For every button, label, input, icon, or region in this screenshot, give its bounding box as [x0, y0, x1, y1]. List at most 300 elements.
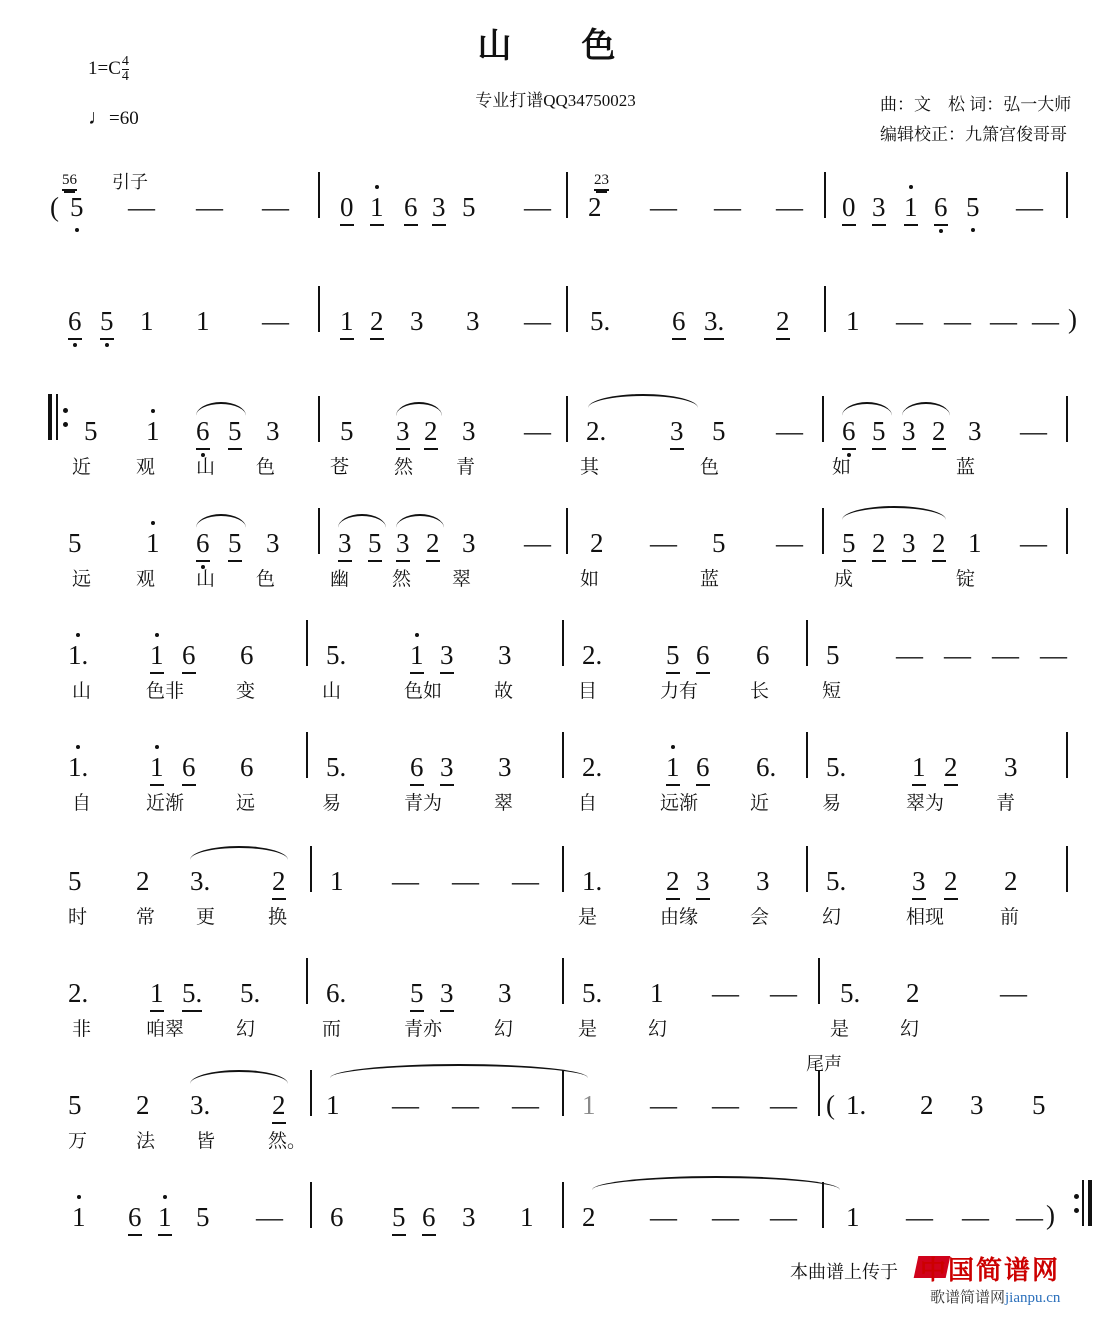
barline [562, 958, 564, 1004]
note: 6 [696, 752, 710, 786]
note: 1 [150, 640, 164, 674]
note: 5 [68, 528, 82, 558]
note: 2 [932, 416, 946, 450]
meter-numerator: 4 [121, 54, 129, 69]
note: 6 [196, 416, 210, 450]
note: 3 [696, 866, 710, 900]
note: 6 [128, 1202, 142, 1236]
grace-notes: 56 [62, 172, 77, 189]
credits [880, 90, 1111, 150]
subtitle: 专业打谱QQ34750023 [475, 91, 636, 110]
barline [824, 286, 826, 332]
lyric: 幻 [822, 907, 842, 928]
lyric: 皆 [196, 1131, 216, 1152]
note: — [944, 640, 971, 670]
note: 5 [368, 528, 382, 562]
site-sub-label: 歌谱简谱网 [930, 1290, 1006, 1306]
credit-line-1: 曲：文 松 词：弘一大师 [880, 95, 1072, 114]
lyric: 近渐 [146, 793, 185, 814]
lyric: 是 [578, 907, 598, 928]
note: 3 [462, 1202, 476, 1232]
note: 3 [970, 1090, 984, 1120]
note: — [1016, 192, 1043, 222]
system-7 [0, 850, 1111, 960]
note: 3 [440, 978, 454, 1012]
system-9 [0, 1054, 1111, 1184]
lyric: 是 [578, 1019, 598, 1040]
barline [310, 1070, 312, 1116]
note: 1 [912, 752, 926, 786]
lyric: 万 [68, 1131, 88, 1152]
lyric: 自 [72, 793, 92, 814]
lyric: 目 [578, 681, 598, 702]
note: — [1040, 640, 1067, 670]
note: 5 [196, 1202, 210, 1232]
note: 2 [920, 1090, 934, 1120]
note: 1 [968, 528, 982, 558]
note: — [650, 1090, 677, 1120]
lyric: 长 [750, 681, 770, 702]
barline [806, 846, 808, 892]
note: 5 [712, 416, 726, 446]
note: — [524, 192, 551, 222]
note: 3 [396, 416, 410, 450]
note: 2 [590, 528, 604, 558]
note: 2 [272, 1090, 286, 1124]
lyric: 其 [580, 457, 600, 478]
note: — [128, 192, 155, 222]
note: — [712, 1090, 739, 1120]
lyric: 锭 [956, 569, 976, 590]
lyric: 近 [72, 457, 92, 478]
lyric: 山 [196, 569, 216, 590]
note: — [712, 978, 739, 1008]
note: 1 [150, 978, 164, 1012]
note: 2 [1004, 866, 1018, 896]
note: — [896, 306, 923, 336]
note: 5. [826, 866, 847, 896]
lyric: 常 [136, 907, 156, 928]
note: — [714, 192, 741, 222]
lyric: 成 [834, 569, 854, 590]
note: 5. [590, 306, 611, 336]
note: 6 [696, 640, 710, 674]
note: — [392, 866, 419, 896]
note: — [650, 192, 677, 222]
note: 6 [672, 306, 686, 340]
barline [310, 1182, 312, 1228]
note: 1 [582, 1090, 596, 1120]
note: 3 [440, 752, 454, 786]
note: — [962, 1202, 989, 1232]
note: 6 [422, 1202, 436, 1236]
note: — [650, 1202, 677, 1232]
note: 2 [776, 306, 790, 340]
note: — [262, 306, 289, 336]
note: 0 [340, 192, 354, 226]
note: — [896, 640, 923, 670]
note: 3 [440, 640, 454, 674]
note: 2 [944, 752, 958, 786]
lyric: 会 [750, 907, 770, 928]
note: 2 [906, 978, 920, 1008]
lyric: 色 [256, 569, 276, 590]
note: 1 [326, 1090, 340, 1120]
note: — [992, 640, 1019, 670]
coda-paren: ( [826, 1090, 835, 1120]
barline [306, 732, 308, 778]
note: 2 [932, 528, 946, 562]
note: — [256, 1202, 283, 1232]
note: 6 [196, 528, 210, 562]
note: — [990, 306, 1017, 336]
note: 2 [424, 416, 438, 450]
site-link[interactable] [930, 1286, 1060, 1307]
note: 2 [666, 866, 680, 900]
lyric: 幽 [330, 569, 350, 590]
note: 5 [826, 640, 840, 670]
note: 1 [846, 1202, 860, 1232]
lyric: 山 [322, 681, 342, 702]
note: — [776, 416, 803, 446]
note: 6 [842, 416, 856, 450]
note: 1 [158, 1202, 172, 1236]
lyric: 山 [72, 681, 92, 702]
barline [562, 732, 564, 778]
lyric: 如 [580, 569, 600, 590]
lyric: 力有 [660, 681, 699, 702]
lyric: 远 [236, 793, 256, 814]
system-6 [0, 736, 1111, 846]
note: 1 [340, 306, 354, 340]
intro-paren: ( [50, 192, 59, 222]
note: 3 [902, 528, 916, 562]
credit-line-2: 编辑校正：九箫宫俊哥哥 [880, 125, 1067, 144]
barline [562, 1070, 564, 1116]
note: 6 [404, 192, 418, 226]
barline [562, 1182, 564, 1228]
note: 6 [410, 752, 424, 786]
note: 6 [934, 192, 948, 226]
barline [562, 846, 564, 892]
lyric: 蓝 [700, 569, 720, 590]
barline [822, 508, 824, 554]
lyric: 青 [996, 793, 1016, 814]
barline [1066, 508, 1068, 554]
note: 6 [68, 306, 82, 340]
barline [566, 396, 568, 442]
note: 1 [150, 752, 164, 786]
lyric: 前 [1000, 907, 1020, 928]
lyric: 咱翠 [146, 1019, 185, 1040]
note: 5 [666, 640, 680, 674]
barline [310, 846, 312, 892]
note: 6. [326, 978, 347, 1008]
note: 6 [756, 640, 770, 670]
key-label: 1=C [88, 57, 121, 79]
note: 5 [228, 528, 242, 562]
footer [0, 1250, 1111, 1310]
barline [1066, 172, 1068, 218]
note: — [906, 1202, 933, 1232]
barline [566, 508, 568, 554]
grace-notes: 23 [594, 172, 609, 189]
note: 1 [520, 1202, 534, 1232]
barline [824, 172, 826, 218]
note: 5. [326, 640, 347, 670]
note: 2 [272, 866, 286, 900]
note: — [1020, 528, 1047, 558]
barline [806, 620, 808, 666]
note: 5 [100, 306, 114, 340]
lyric: 远渐 [660, 793, 699, 814]
note: 5 [462, 192, 476, 222]
page-title: 山 色 [477, 28, 634, 65]
system-5 [0, 624, 1111, 734]
note: 5 [1032, 1090, 1046, 1120]
lyric: 时 [68, 907, 88, 928]
note: 1. [68, 752, 89, 782]
barline [562, 620, 564, 666]
barline [566, 286, 568, 332]
barline [822, 1182, 824, 1228]
barline [306, 620, 308, 666]
lyric: 翠 [494, 793, 514, 814]
barline [1066, 732, 1068, 778]
note: — [452, 866, 479, 896]
note: 6 [240, 752, 254, 782]
lyric: 翠为 [906, 793, 945, 814]
note: — [392, 1090, 419, 1120]
note: 3 [338, 528, 352, 562]
slur [190, 1070, 288, 1088]
intro-paren-close: ) [1068, 304, 1077, 334]
tempo-value: =60 [109, 108, 139, 129]
system-4 [0, 512, 1111, 622]
barline [818, 958, 820, 1004]
barline [1066, 396, 1068, 442]
note: 1 [904, 192, 918, 226]
note: 5 [712, 528, 726, 558]
note: 1 [846, 306, 860, 336]
lyric: 然 [394, 457, 414, 478]
note: — [650, 528, 677, 558]
note: 6 [182, 640, 196, 674]
lyric: 而 [322, 1019, 342, 1040]
lyric: 翠 [452, 569, 472, 590]
note: 3 [756, 866, 770, 896]
quarter-note-icon: ♩ [88, 105, 109, 129]
system-1 [0, 172, 1111, 286]
note: 6 [182, 752, 196, 786]
lyric: 幻 [648, 1019, 668, 1040]
note: 2. [586, 416, 607, 446]
note: 5. [240, 978, 261, 1008]
note: 2 [426, 528, 440, 562]
slur [190, 846, 288, 864]
lyric: 是 [830, 1019, 850, 1040]
barline [318, 396, 320, 442]
lyric: 色 [700, 457, 720, 478]
note: 2 [136, 866, 150, 896]
upload-text: 本曲谱上传于 [790, 1262, 898, 1282]
note: 3. [704, 306, 724, 340]
note: 3 [1004, 752, 1018, 782]
lyric: 更 [196, 907, 216, 928]
note: 5. [582, 978, 603, 1008]
barline [306, 958, 308, 1004]
note: 1 [146, 416, 160, 446]
note: 3 [466, 306, 480, 336]
lyric: 然 [392, 569, 412, 590]
note: 5 [392, 1202, 406, 1236]
barline [1066, 846, 1068, 892]
note: 5 [228, 416, 242, 450]
note: 6 [330, 1202, 344, 1232]
lyric: 色 [256, 457, 276, 478]
intro-label: 引子 [112, 172, 148, 192]
lyric: 色如 [404, 681, 443, 702]
barline [806, 732, 808, 778]
note: 5. [826, 752, 847, 782]
barline [566, 172, 568, 218]
note: 5 [70, 192, 84, 222]
lyric: 如 [832, 457, 852, 478]
note: 6. [756, 752, 777, 782]
lyric: 蓝 [956, 457, 976, 478]
note: 5 [68, 866, 82, 896]
note: 2 [370, 306, 384, 340]
system-2 [0, 290, 1111, 400]
lyric: 自 [578, 793, 598, 814]
note: 5. [840, 978, 861, 1008]
note: 2 [944, 866, 958, 900]
note: 1 [370, 192, 384, 226]
note: 3 [410, 306, 424, 336]
system-3 [0, 400, 1111, 510]
note: 3. [190, 866, 211, 896]
note: 2. [68, 978, 89, 1008]
note: — [770, 1090, 797, 1120]
note: — [524, 528, 551, 558]
lyric: 相现 [906, 907, 945, 928]
note: — [1020, 416, 1047, 446]
note: 3 [902, 416, 916, 450]
note: 3. [190, 1090, 211, 1120]
note: 2 [136, 1090, 150, 1120]
note: 2. [582, 640, 603, 670]
lyric: 近 [750, 793, 770, 814]
site-domain: jianpu.cn [1005, 1290, 1061, 1306]
note: 6 [240, 640, 254, 670]
note: 3 [498, 640, 512, 670]
lyric: 然。 [268, 1131, 307, 1152]
lyric: 色非 [146, 681, 185, 702]
note: 3 [266, 528, 280, 558]
note: 3 [670, 416, 684, 450]
note: — [196, 192, 223, 222]
note: 3 [498, 978, 512, 1008]
note: — [776, 192, 803, 222]
note: 2 [582, 1202, 596, 1232]
note: 3 [462, 528, 476, 558]
note: 1. [68, 640, 89, 670]
note: 5 [842, 528, 856, 562]
note: 3 [968, 416, 982, 446]
barline [318, 286, 320, 332]
lyric: 山 [196, 457, 216, 478]
lyric: 非 [72, 1019, 92, 1040]
note: 1 [140, 306, 154, 336]
coda-paren-close: ) [1046, 1200, 1055, 1230]
note: — [770, 1202, 797, 1232]
note: — [776, 528, 803, 558]
barline [318, 172, 320, 218]
lyric: 易 [322, 793, 342, 814]
lyric: 观 [136, 457, 156, 478]
note: — [770, 978, 797, 1008]
note: 3 [462, 416, 476, 446]
note: 5 [68, 1090, 82, 1120]
barline [318, 508, 320, 554]
lyric: 青 [456, 457, 476, 478]
note: 1 [146, 528, 160, 558]
lyric: 故 [494, 681, 514, 702]
note: 3 [498, 752, 512, 782]
note: — [262, 192, 289, 222]
note: 1 [330, 866, 344, 896]
lyric: 观 [136, 569, 156, 590]
note: — [512, 866, 539, 896]
note: 1 [72, 1202, 86, 1232]
note: 3 [912, 866, 926, 900]
lyric: 法 [136, 1131, 156, 1152]
site-logo: 中国简谱网 [920, 1256, 1061, 1285]
lyric: 短 [822, 681, 842, 702]
note: — [1016, 1202, 1043, 1232]
note: 2. [582, 752, 603, 782]
note: 3 [872, 192, 886, 226]
note: 5 [872, 416, 886, 450]
note: 5 [340, 416, 354, 446]
note: 3 [396, 528, 410, 562]
note: 5 [84, 416, 98, 446]
note: — [524, 416, 551, 446]
note: 1 [410, 640, 424, 674]
note: 5 [966, 192, 980, 222]
note: — [524, 306, 551, 336]
lyric: 换 [268, 907, 288, 928]
lyric: 易 [822, 793, 842, 814]
note: 5 [410, 978, 424, 1012]
note: 3 [266, 416, 280, 446]
system-8 [0, 962, 1111, 1072]
note: 1 [666, 752, 680, 786]
note: — [512, 1090, 539, 1120]
note: 2 [872, 528, 886, 562]
lyric: 幻 [494, 1019, 514, 1040]
coda-label: 尾声 [806, 1054, 842, 1074]
note: — [1000, 978, 1027, 1008]
lyric: 青为 [404, 793, 443, 814]
note: — [452, 1090, 479, 1120]
note: 1. [582, 866, 603, 896]
barline [822, 396, 824, 442]
note: 1. [846, 1090, 867, 1120]
note: 5. [326, 752, 347, 782]
note: — [712, 1202, 739, 1232]
note: — [944, 306, 971, 336]
